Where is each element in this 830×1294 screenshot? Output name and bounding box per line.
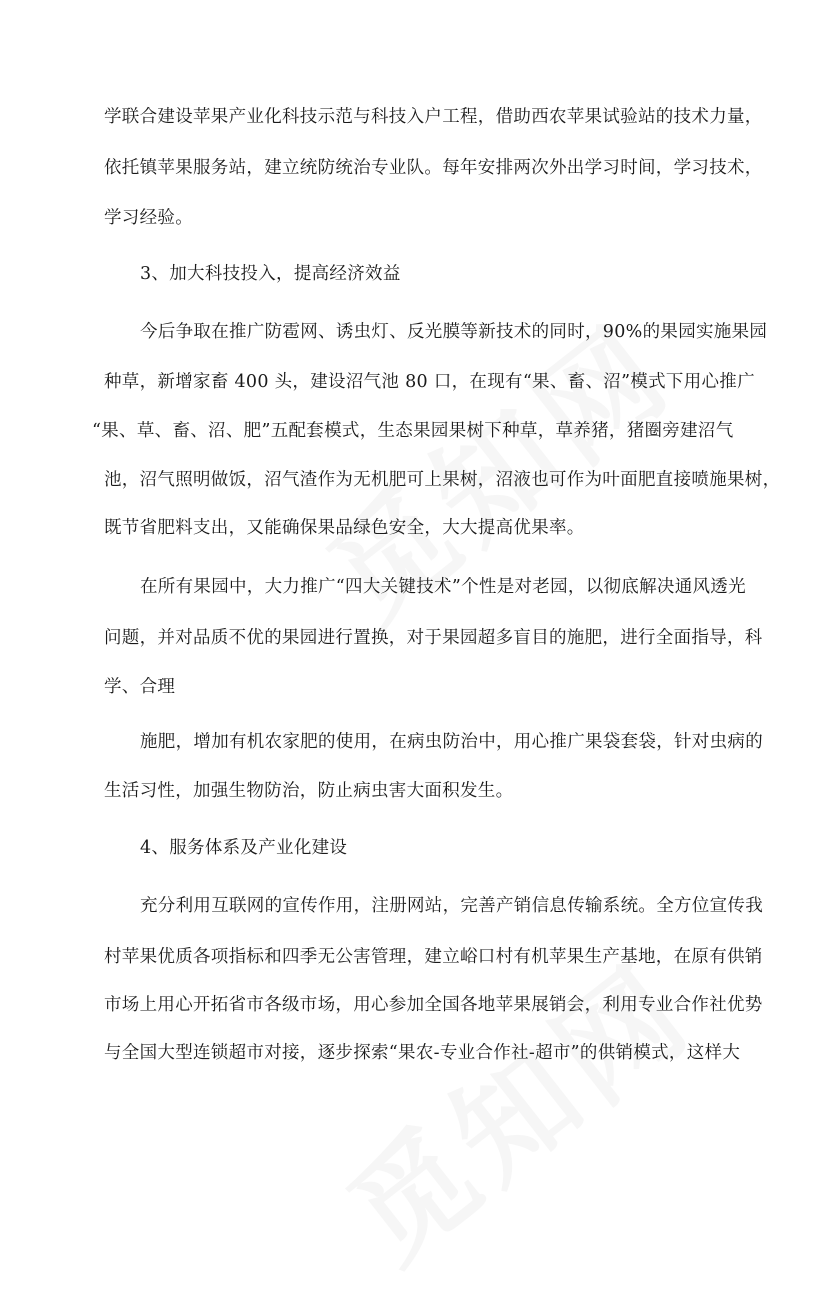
text-line: 学、合理: [104, 677, 176, 697]
text-line: 依托镇苹果服务站，建立统防统治专业队。每年安排两次外出学习时间，学习技术，: [104, 158, 763, 178]
text-line: 种草，新增家畜 400 头，建设沼气池 80 口，在现有“果、畜、沼”模式下用心推广: [104, 372, 755, 392]
watermark-text: [308, 918, 721, 1294]
text-line: 学习经验。: [104, 208, 193, 228]
text-line: 村苹果优质各项指标和四季无公害管理，建立峪口村有机苹果生产基地，在原有供销: [104, 947, 763, 967]
text-line: 生活习性，加强生物防治，防止病虫害大面积发生。: [104, 781, 514, 801]
text-line: “果、草、畜、沼、肥”五配套模式，生态果园果树下种草，草养猪，猪圈旁建沼气: [92, 421, 734, 441]
text-line: 今后争取在推广防雹网、诱虫灯、反光膜等新技术的同时，90%的果园实施果园: [140, 322, 768, 342]
text-line: 4、服务体系及产业化建设: [140, 838, 348, 858]
text-line: 充分利用互联网的宣传作用，注册网站，完善产销信息传输系统。全方位宣传我: [140, 896, 763, 916]
text-line: 问题，并对品质不优的果园进行置换，对于果园超多盲目的施肥，进行全面指导，科: [104, 628, 763, 648]
text-line: 与全国大型连锁超市对接，逐步探索“果农-专业合作社-超市”的供销模式，这样大: [104, 1043, 741, 1063]
text-line: 在所有果园中，大力推广“四大关键技术”个性是对老园，以彻底解决通风透光: [140, 577, 746, 597]
text-line: 既节省肥料支出，又能确保果品绿色安全，大大提高优果率。: [104, 518, 585, 538]
text-line: 3、加大科技投入，提高经济效益: [140, 264, 401, 284]
text-line: 施肥，增加有机农家肥的使用，在病虫防治中，用心推广果袋套袋，针对虫病的: [140, 732, 763, 752]
text-line: 市场上用心开拓省市各级市场，用心参加全国各地苹果展销会，利用专业合作社优势: [104, 995, 763, 1015]
text-line: 学联合建设苹果产业化科技示范与科技入户工程，借助西农苹果试验站的技术力量，: [104, 107, 763, 127]
text-line: 池，沼气照明做饭，沼气渣作为无机肥可上果树，沼液也可作为叶面肥直接喷施果树，: [104, 470, 781, 490]
